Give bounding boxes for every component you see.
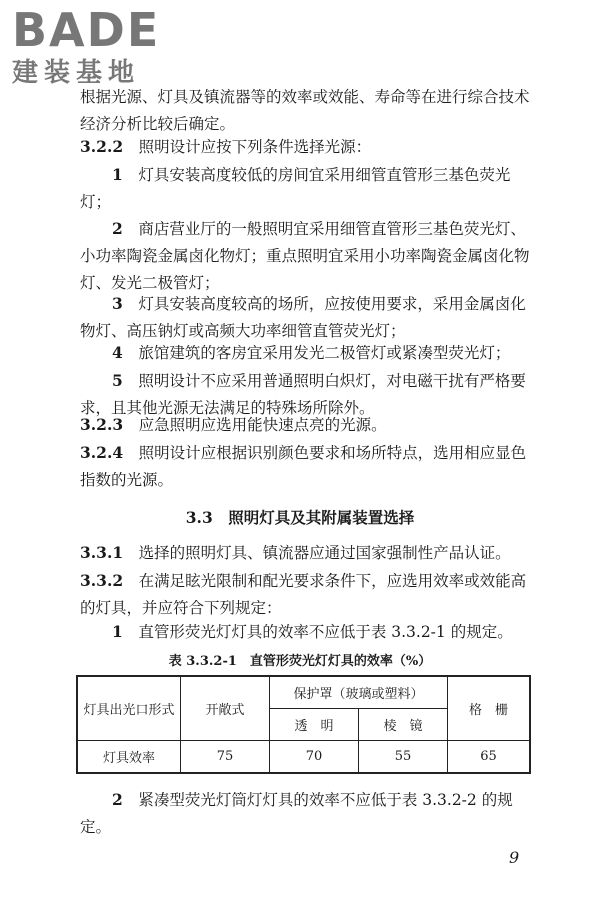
header-cover: 保护罩（玻璃或塑料） — [270, 676, 448, 709]
item-text: 商店营业厅的一般照明宜采用细管直管形三基色荧光灯、小功率陶瓷金属卤化物灯；重点照明宜采用小功率陶瓷金属卤化物灯、发光二极管灯； — [80, 220, 530, 292]
page-number: 9 — [509, 848, 520, 867]
item-number: 2 — [112, 790, 123, 809]
list-item-j2 — [80, 786, 532, 841]
value-prism: 55 — [359, 741, 448, 774]
clause-3-2-2 — [80, 133, 532, 161]
list-item-4 — [80, 339, 532, 367]
header-form: 灯具出光口形式 — [77, 676, 181, 741]
item-number: 1 — [112, 622, 123, 641]
clause-3-3-2 — [80, 567, 532, 622]
clause-text: 在满足眩光限制和配光要求条件下，应选用效率或效能高的灯具，并应符合下列规定： — [80, 572, 527, 617]
item-text: 紧凑型荧光灯筒灯灯具的效率不应低于表 3.3.2-2 的规定。 — [80, 791, 513, 836]
item-text: 旅馆建筑的客房宜采用发光二极管灯或紧凑型荧光灯； — [138, 344, 511, 362]
value-clear: 70 — [270, 741, 359, 774]
list-item-3 — [80, 290, 532, 345]
value-grille: 65 — [448, 741, 531, 774]
clause-number: 3.3.2 — [80, 571, 124, 590]
bade-logo — [12, 3, 182, 88]
header-prism: 棱 镜 — [359, 709, 448, 741]
clause-number: 3.3.1 — [80, 543, 124, 562]
header-clear: 透 明 — [270, 709, 359, 741]
efficiency-table — [76, 675, 531, 774]
clause-3-2-3 — [80, 411, 532, 439]
clause-3-3-1 — [80, 539, 532, 567]
clause-3-2-4 — [80, 439, 532, 494]
clause-text: 应急照明应选用能快速点亮的光源。 — [138, 416, 387, 434]
clause-text: 照明设计应根据识别颜色要求和场所特点，选用相应显色指数的光源。 — [80, 444, 527, 489]
clause-text: 选择的照明灯具、镇流器应通过国家强制性产品认证。 — [138, 544, 511, 562]
clause-number: 3.2.2 — [80, 137, 124, 156]
value-open: 75 — [181, 741, 270, 774]
item-text: 灯具安装高度较低的房间宜采用细管直管形三基色荧光灯； — [80, 166, 511, 211]
item-text: 直管形荧光灯灯具的效率不应低于表 3.3.2-1 的规定。 — [138, 623, 513, 641]
item-number: 2 — [112, 219, 123, 238]
logo-subtitle: 建装基地 — [12, 58, 141, 88]
logo-wordmark: BADE — [12, 3, 161, 57]
table-caption: 表 3.3.2-1 直管形荧光灯灯具的效率（%） — [168, 654, 432, 669]
clause-number: 3.2.3 — [80, 415, 124, 434]
header-grille: 格 栅 — [448, 676, 531, 741]
item-number: 5 — [112, 371, 123, 390]
clause-text: 照明设计应按下列条件选择光源： — [138, 138, 372, 156]
paragraph-continuation: 根据光源、灯具及镇流器等的效率或效能、寿命等在进行综合技术经济分析比较后确定。 — [80, 88, 530, 133]
clause-number: 3.2.4 — [80, 443, 124, 462]
item-text: 照明设计不应采用普通照明白炽灯，对电磁干扰有严格要求，且其他光源无法满足的特殊场所除外。 — [80, 372, 526, 417]
row-label: 灯具效率 — [77, 741, 181, 774]
list-item-2 — [80, 215, 532, 297]
item-number: 1 — [112, 165, 123, 184]
item-number: 3 — [112, 294, 123, 313]
list-item-1 — [80, 161, 532, 216]
item-text: 灯具安装高度较高的场所，应按使用要求，采用金属卤化物灯、高压钠灯或高频大功率细管直管荧光灯； — [80, 295, 526, 340]
item-number: 4 — [112, 343, 123, 362]
list-item-j1 — [80, 618, 532, 646]
header-open: 开敞式 — [181, 676, 270, 741]
section-heading-3-3: 3.3 照明灯具及其附属装置选择 — [185, 508, 415, 527]
